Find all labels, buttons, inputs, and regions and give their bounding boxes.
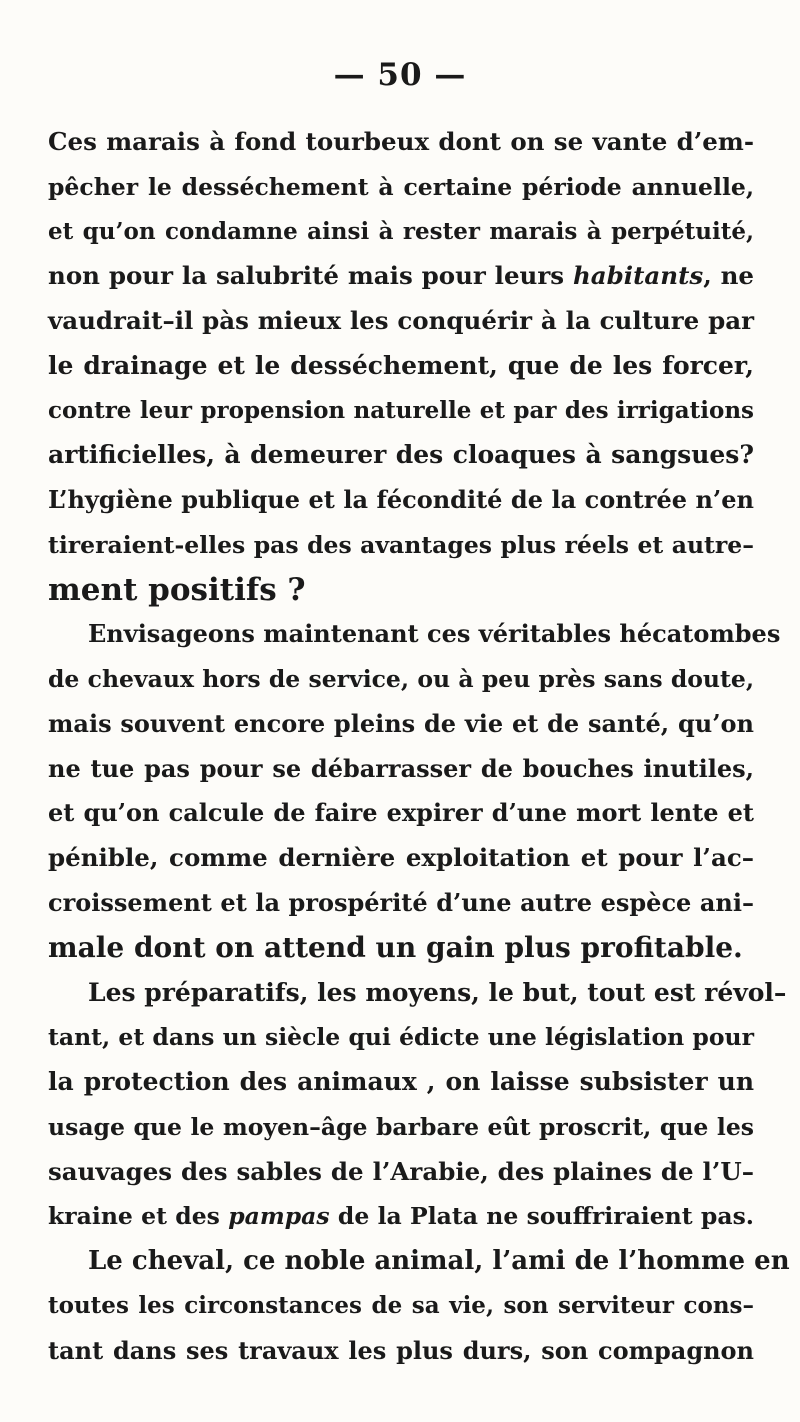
page-number: — 50 — <box>333 57 467 93</box>
text-line: contre leur propension naturelle et par des irrigations <box>48 396 754 424</box>
text-line: L’hygiène publique et la fécondité de la contrée n’en <box>48 485 754 515</box>
text-span: kraine et des <box>48 1202 229 1231</box>
text-span: , ne <box>703 261 754 291</box>
text-line: male dont on attend un gain plus profitable. <box>48 930 743 964</box>
text-line: de chevaux hors de service, ou à peu près sans doute, <box>48 665 754 694</box>
text-line: tireraient-elles pas des avantages plus réels et autre– <box>48 530 754 559</box>
text-line: et qu’on calcule de faire expirer d’une mort lente et <box>48 798 754 828</box>
text-line: ment positifs ? <box>48 571 306 608</box>
text-line: Ces marais à fond tourbeux dont on se vante d’em- <box>48 127 754 156</box>
text-line: la protection des animaux , on laisse subsister un <box>48 1067 754 1097</box>
text-span: de la Plata ne souffriraient pas. <box>329 1202 754 1231</box>
text-line: le drainage et le desséchement, que de les forcer, <box>48 350 754 380</box>
text-line: Envisageons maintenant ces véritables hécatombes <box>88 619 781 649</box>
text-line: vaudrait–il pàs mieux les conquérir à la culture par <box>48 306 754 336</box>
text-line: tant, et dans un siècle qui édicte une législation pour <box>48 1023 754 1052</box>
text-line: Les préparatifs, les moyens, le but, tout est révol– <box>88 977 787 1007</box>
text-line: pêcher le desséchement à certaine période annuelle, <box>48 172 754 201</box>
text-line <box>48 1194 754 1239</box>
text-line: tant dans ses travaux les plus durs, son compagnon <box>48 1335 754 1365</box>
text-line: Le cheval, ce noble animal, l’ami de l’homme en <box>88 1246 790 1277</box>
text-line: mais souvent encore pleins de vie et de santé, qu’on <box>48 708 754 738</box>
body-text <box>48 120 790 1373</box>
italic-word: pampas <box>228 1202 330 1231</box>
text-line: usage que le moyen–âge barbare eût proscrit, que les <box>48 1112 754 1141</box>
italic-word: habitants <box>572 261 704 291</box>
text-line <box>48 254 754 299</box>
text-span: non pour la salubrité mais pour leurs <box>48 261 573 291</box>
text-line: artificielles, à demeurer des cloaques à sangsues? <box>48 440 754 470</box>
text-line: croissement et la prospérité d’une autre espèce ani– <box>48 888 754 918</box>
text-line: pénible, comme dernière exploitation et pour l’ac– <box>48 843 754 873</box>
text-line: sauvages des sables de l’Arabie, des plaines de l’U– <box>48 1156 754 1186</box>
text-line: toutes les circonstances de sa vie, son serviteur cons– <box>48 1291 754 1319</box>
text-line: et qu’on condamne ainsi à rester marais à perpétuité, <box>48 217 754 245</box>
text-line: ne tue pas pour se débarrasser de bouches inutiles, <box>48 753 754 783</box>
